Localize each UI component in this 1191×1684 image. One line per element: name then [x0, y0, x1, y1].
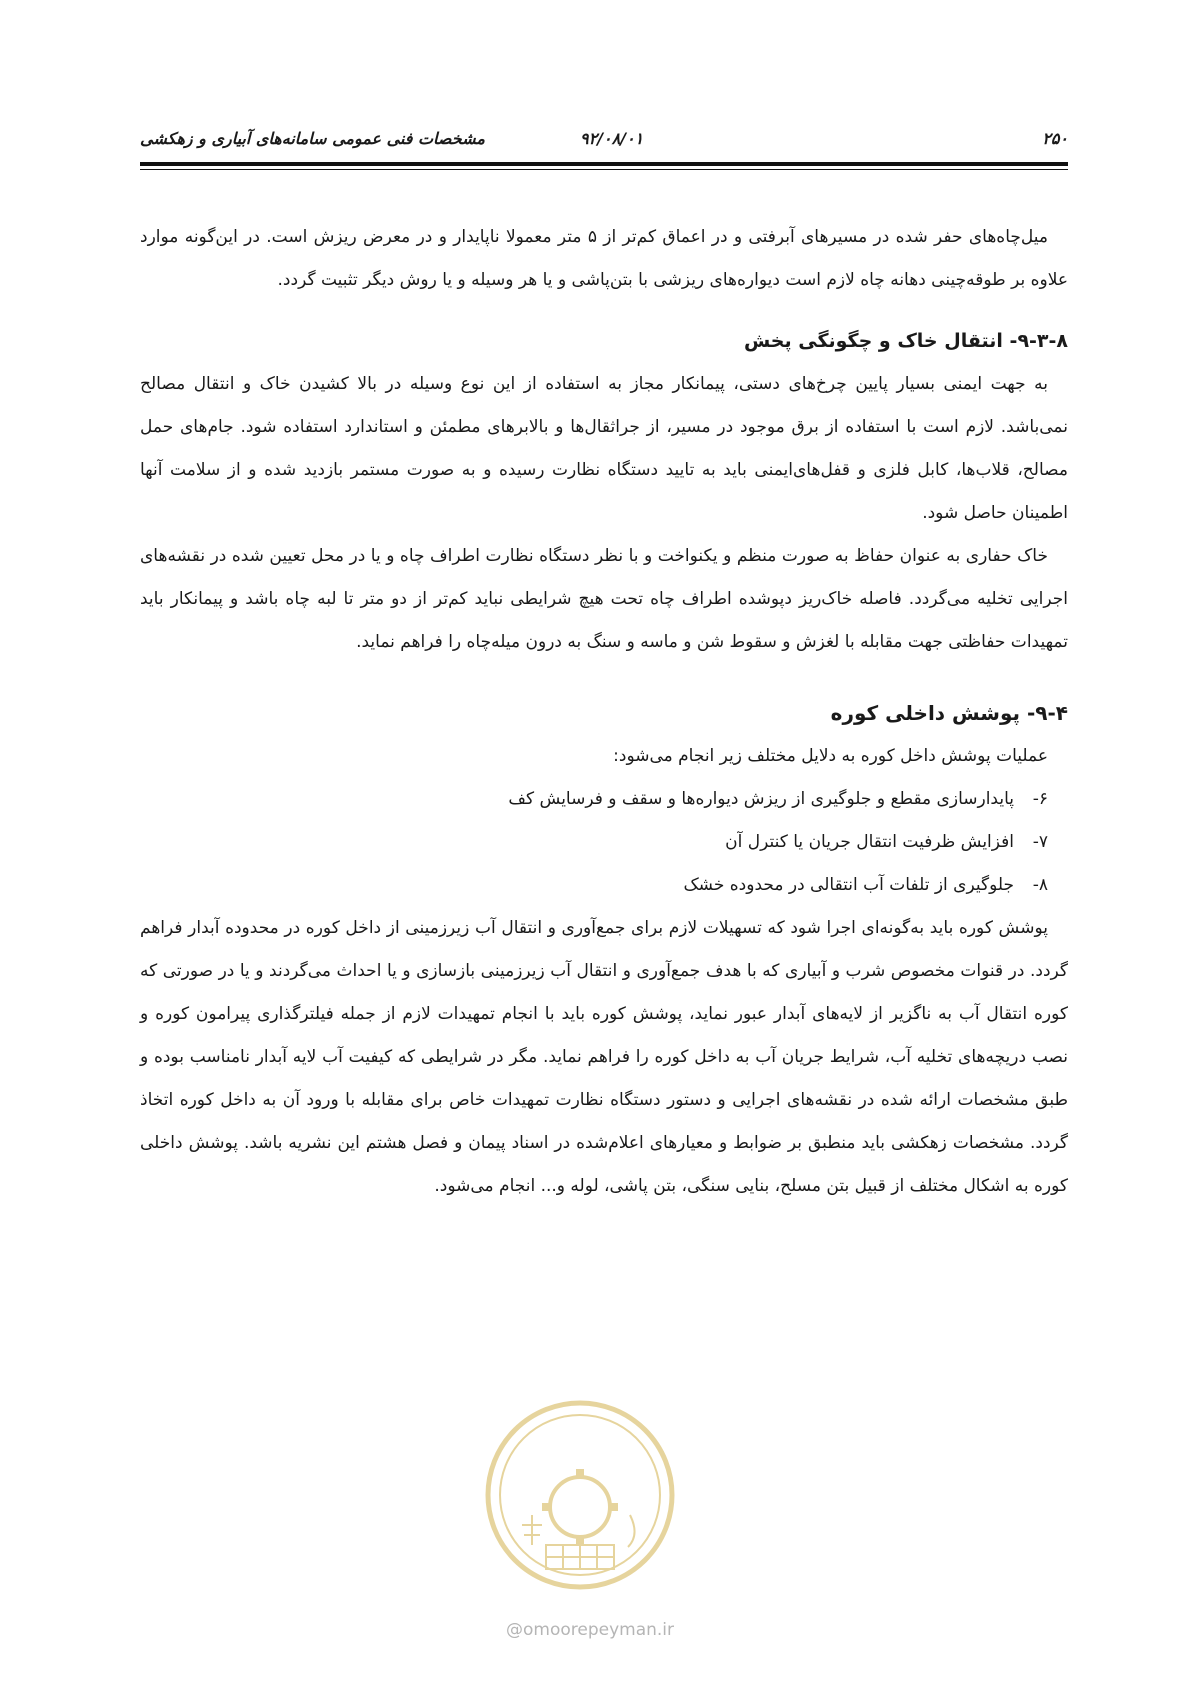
document-body	[140, 216, 1068, 1208]
section-heading-soil-transfer: ۹-۳-۸- انتقال خاک و چگونگی پخش	[743, 330, 1068, 352]
list-item-number: ۶-	[1032, 789, 1048, 809]
watermark-seal-icon	[480, 1395, 680, 1595]
section-heading-tunnel-lining: ۹-۴- پوشش داخلی کوره	[830, 701, 1068, 725]
list-item-text: افزایش ظرفیت انتقال جریان یا کنترل آن	[725, 832, 1014, 852]
header-divider-thin	[140, 169, 1068, 170]
list-item-number: ۷-	[1032, 832, 1048, 852]
header-title: مشخصات فنی عمومی سامانه‌های آبیاری و زهکشی	[140, 129, 485, 148]
watermark-site: @omoorepeyman.ir	[505, 1620, 675, 1640]
list-item-number: ۸-	[1032, 875, 1048, 895]
list-item-text: جلوگیری از تلفات آب انتقالی در محدوده خشک	[683, 875, 1014, 895]
list-item	[140, 864, 1068, 907]
paragraph-handcart-safety: به جهت ایمنی بسیار پایین چرخ‌های دستی، پیمانکار مجاز به استفاده از این نوع وسیله در بالا کشیدن خاک و انتقال مصالح نمی‌باشد. لازم است با استفاده از برق موجود در مسیر، از جراثقال‌ها و بالابرهای مطمئن و استاندارد استفاده شود. جام‌های حمل مصالح، قلاب‌ها، کابل فلزی و قفل‌های‌ایمنی باید به تایید دستگاه نظارت رسیده و به صورت مستمر بازدید شده و از سلامت آنها اطمینان حاصل شود.	[140, 374, 1068, 523]
page-number: ۲۵۰	[1042, 129, 1068, 148]
header-date: ۹۲/۰۸/۰۱	[580, 129, 644, 148]
list-item	[140, 778, 1068, 821]
page-header	[140, 128, 1068, 162]
list-item-text: پایدارسازی مقطع و جلوگیری از ریزش دیواره‌ها و سقف و فرسایش کف	[508, 789, 1014, 809]
lining-reasons-list	[140, 778, 1068, 907]
header-divider-thick	[140, 162, 1068, 166]
paragraph-excavated-soil: خاک حفاری به عنوان حفاظ به صورت منظم و یکنواخت و با نظر دستگاه نظارت اطراف چاه و یا در محل تعیین شده در نقشه‌های اجرایی تخلیه می‌گردد. فاصله خاک‌ریز دپوشده اطراف چاه تحت هیچ شرایطی نباید کم‌تر از دو متر تا لبه چاه باشد و پیمانکار باید تمهیدات حفاظتی جهت مقابله با لغزش و سقوط شن و ماسه و سنگ به درون میله‌چاه را فراهم نماید.	[140, 546, 1068, 652]
list-item	[140, 821, 1068, 864]
paragraph-lining-intro: عملیات پوشش داخل کوره به دلایل مختلف زیر انجام می‌شود:	[613, 746, 1048, 766]
paragraph-wells-stabilization: میل‌چاه‌های حفر شده در مسیرهای آبرفتی و در اعماق کم‌تر از ۵ متر معمولا ناپایدار و در معرض ریزش است. در این‌گونه موارد علاوه بر طوقه‌چینی دهانه چاه لازم است دیواره‌های ریزشی با بتن‌پاشی و یا هر وسیله و یا روش دیگر تثبیت گردد.	[140, 227, 1068, 290]
paragraph-lining-requirements: پوشش کوره باید به‌گونه‌ای اجرا شود که تسهیلات لازم برای جمع‌آوری و انتقال آب زیرزمینی از داخل کوره در محدوده آبدار فراهم گردد. در قنوات مخصوص شرب و آبیاری که با هدف جمع‌آوری و انتقال آب زیرزمینی بازسازی و یا احداث می‌گردند و یا در صورتی که کوره انتقال آب به ناگزیر از لایه‌های آبدار عبور نماید، پوشش کوره باید با انجام تمهیدات لازم از جمله فیلترگذاری پیرامون کوره و نصب دریچه‌های تخلیه آب، شرایط جریان آب به داخل کوره را فراهم نماید. مگر در شرایطی که کیفیت آب لایه آبدار نامناسب بوده و طبق مشخصات ارائه شده در نقشه‌های اجرایی و دستور دستگاه نظارت تمهیدات خاص برای مقابله با ورود آن به داخل کوره اتخاذ گردد. مشخصات زهکشی باید منطبق بر ضوابط و معیارهای اعلام‌شده در اسناد پیمان و فصل هشتم این نشریه باشد. پوشش داخلی کوره به اشکال مختلف از قبیل بتن مسلح، بنایی سنگی، بتن پاشی، لوله و... انجام می‌شود.	[140, 918, 1068, 1196]
